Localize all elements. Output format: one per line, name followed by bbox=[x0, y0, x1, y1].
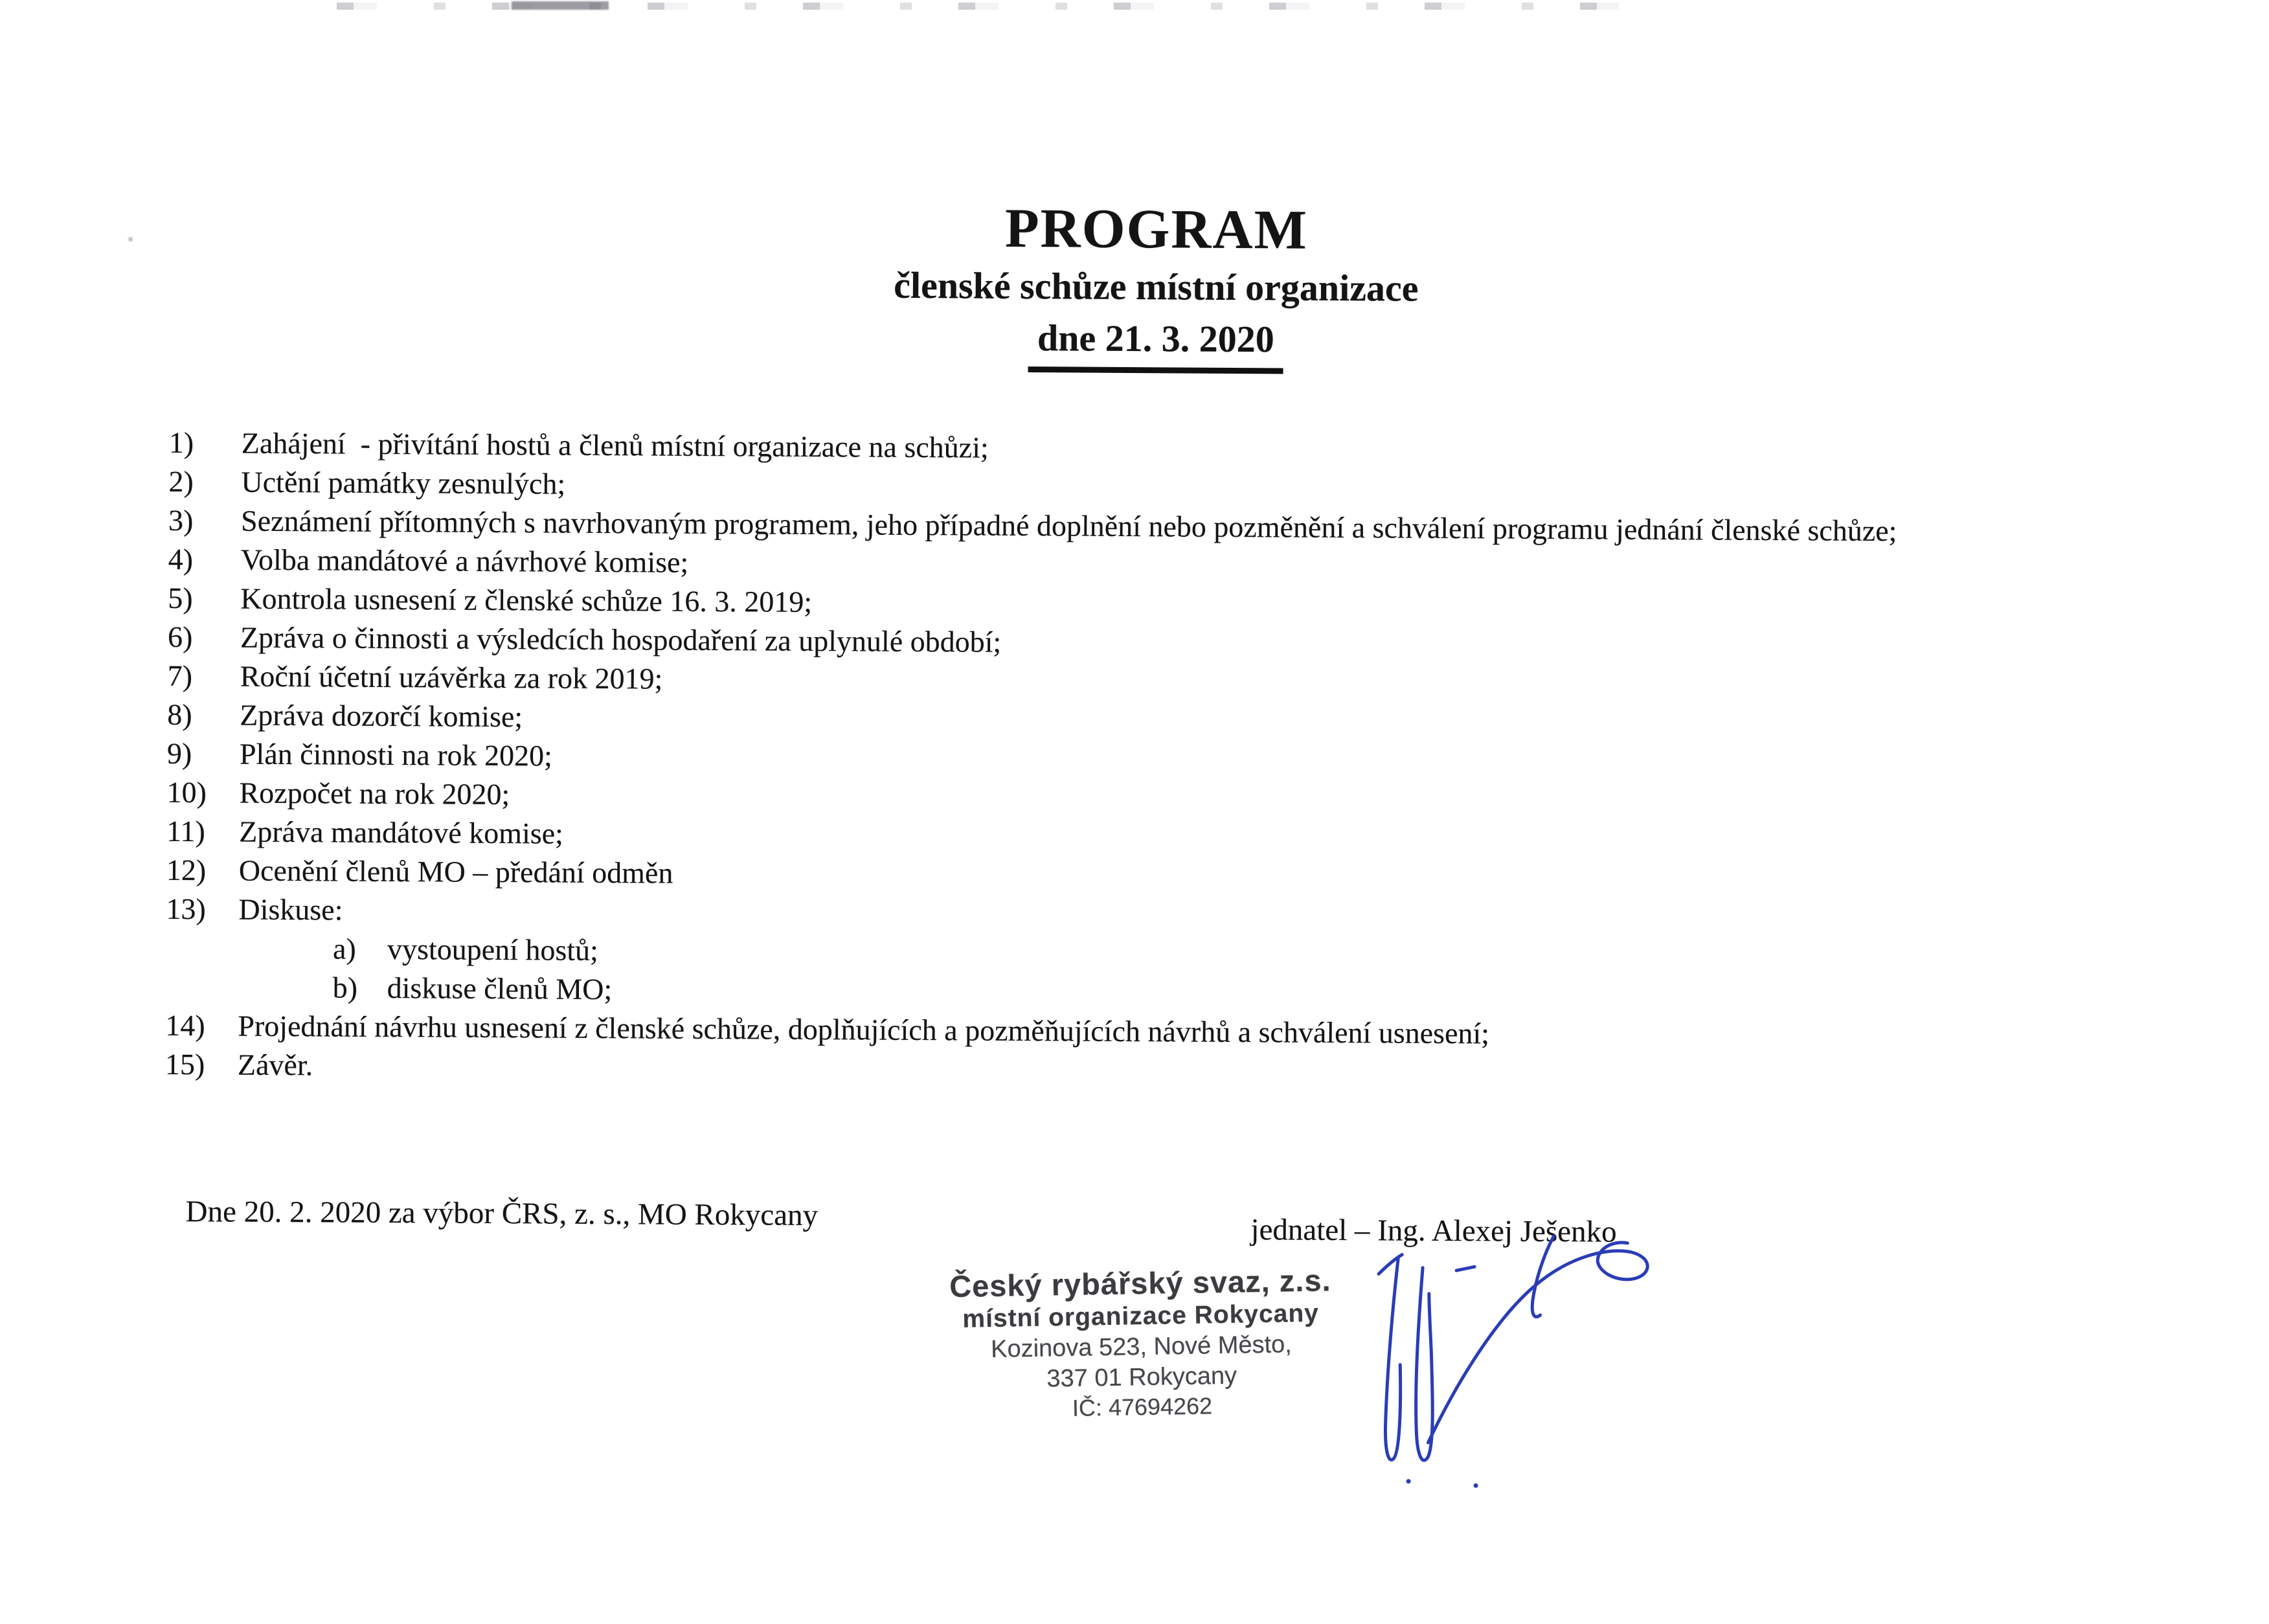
stamp-line: 337 01 Rokycany bbox=[1046, 1362, 1237, 1393]
document-title: PROGRAM bbox=[1004, 196, 1309, 261]
agenda-item-number: 6) bbox=[167, 620, 193, 654]
agenda-item-number: b) bbox=[332, 971, 358, 1004]
agenda-item-text: vystoupení hostů; bbox=[387, 932, 599, 967]
agenda-item-number: 2) bbox=[168, 464, 194, 499]
agenda-list bbox=[165, 423, 2228, 1096]
agenda-item-number: 4) bbox=[168, 542, 194, 576]
agenda-item-text: Plán činnosti na rok 2020; bbox=[239, 737, 553, 773]
document-date-heading: dne 21. 3. 2020 bbox=[1028, 315, 1283, 374]
agenda-item-text: Kontrola usnesení z členské schůze 16. 3. 2019; bbox=[240, 581, 813, 619]
signing-date-line: Dne 20. 2. 2020 za výbor ČRS, z. s., MO Rokycany bbox=[185, 1195, 818, 1233]
agenda-item-text: Projednání návrhu usnesení z členské schůze, doplňujících a pozměňujících návrhů a schválení usnesení; bbox=[238, 1009, 1490, 1050]
agenda-item-number: 13) bbox=[166, 892, 206, 926]
agenda-item-text: Volba mandátové a návrhové komise; bbox=[240, 543, 689, 579]
document-subtitle: členské schůze místní organizace bbox=[894, 264, 1419, 310]
stamp-line: IČ: 47694262 bbox=[1072, 1392, 1213, 1421]
agenda-item-number: 12) bbox=[166, 853, 207, 887]
agenda-item-number: 1) bbox=[168, 425, 194, 460]
agenda-item-number: 9) bbox=[166, 736, 192, 771]
agenda-item-number: a) bbox=[332, 932, 357, 965]
agenda-item-number: 15) bbox=[164, 1047, 205, 1081]
agenda-item-text: Zpráva mandátové komise; bbox=[239, 815, 564, 850]
title-block bbox=[0, 189, 2269, 379]
agenda-item-text: Diskuse: bbox=[238, 892, 343, 927]
signature-strokes bbox=[1377, 1235, 1647, 1489]
signature-ink bbox=[1358, 1228, 1710, 1502]
agenda-item-text: diskuse členů MO; bbox=[387, 971, 613, 1006]
agenda-item-number: 3) bbox=[168, 503, 194, 537]
agenda-item-text: Zahájení - přivítání hostů a členů místní organizace na schůzi; bbox=[241, 426, 989, 464]
stamp-line: Kozinova 523, Nové Město, bbox=[990, 1331, 1293, 1363]
agenda-item-text: Závěr. bbox=[237, 1048, 313, 1082]
agenda-item-text: Zpráva dozorčí komise; bbox=[240, 698, 523, 734]
agenda-item-number: 11) bbox=[166, 814, 205, 848]
stamp-line: místní organizace Rokycany bbox=[962, 1299, 1320, 1333]
signing-role-name-line: jednatel – Ing. Alexej Ješenko bbox=[1250, 1213, 1617, 1249]
agenda-item-text: Zpráva o činnosti a výsledcích hospodaření za uplynulé období; bbox=[240, 620, 1002, 659]
agenda-item-number: 10) bbox=[166, 775, 207, 809]
agenda-item-number: 7) bbox=[167, 659, 193, 693]
agenda-item-text: Seznámení přítomných s navrhovaným programem, jeho případné doplnění nebo pozměnění a schválení programu jednání členské schůze; bbox=[240, 504, 1897, 548]
agenda-item-text: Ocenění členů MO – předání odměn bbox=[238, 853, 673, 890]
agenda-item-number: 8) bbox=[167, 697, 192, 732]
agenda-item-text: Uctění památky zesnulých; bbox=[241, 465, 566, 501]
agenda-item-number: 5) bbox=[168, 581, 193, 615]
agenda-item-text: Roční účetní uzávěrka za rok 2019; bbox=[240, 659, 663, 695]
stamp-line: Český rybářský svaz, z.s. bbox=[949, 1263, 1331, 1304]
agenda-item-text: Rozpočet na rok 2020; bbox=[239, 776, 510, 811]
organization-stamp bbox=[932, 1263, 1349, 1425]
agenda-item-number: 14) bbox=[165, 1008, 205, 1043]
